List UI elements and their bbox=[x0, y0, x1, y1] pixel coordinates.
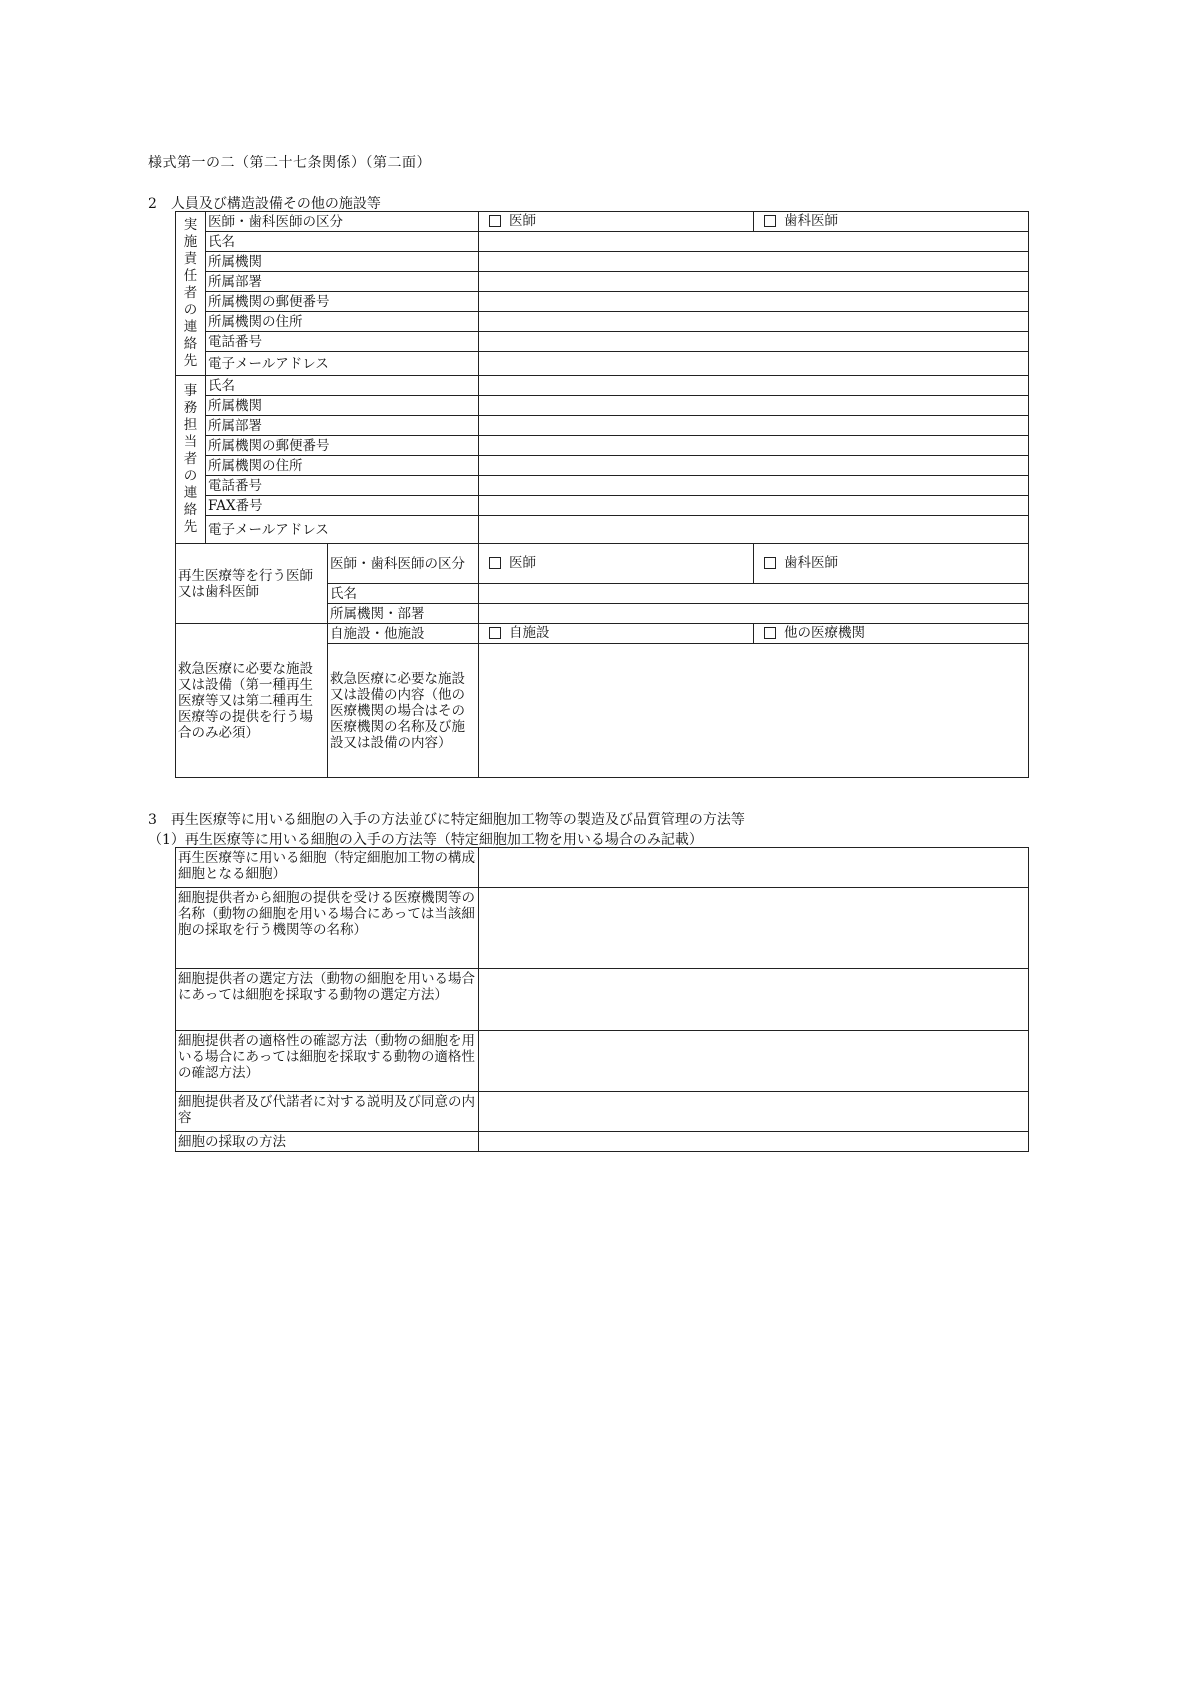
implementer-group-label: 実施責任者の連絡先 bbox=[176, 212, 206, 376]
input-cell[interactable] bbox=[479, 312, 1029, 332]
field-label: 氏名 bbox=[328, 584, 479, 604]
input-cell[interactable] bbox=[479, 332, 1029, 352]
implementer-dentist-option[interactable]: 歯科医師 bbox=[754, 212, 1029, 232]
input-cell[interactable] bbox=[479, 476, 1029, 496]
implementer-type-label: 医師・歯科医師の区分 bbox=[206, 212, 479, 232]
field-label: FAX番号 bbox=[206, 496, 479, 516]
input-cell[interactable] bbox=[479, 888, 1029, 969]
input-cell[interactable] bbox=[479, 456, 1029, 476]
input-cell[interactable] bbox=[479, 969, 1029, 1031]
emergency-other-option[interactable]: 他の医療機関 bbox=[754, 624, 1029, 644]
input-cell[interactable] bbox=[479, 496, 1029, 516]
implementer-physician-option[interactable]: 医師 bbox=[479, 212, 754, 232]
input-cell[interactable] bbox=[479, 252, 1029, 272]
checkbox-icon[interactable] bbox=[764, 557, 776, 569]
field-label: 電話番号 bbox=[206, 476, 479, 496]
section-2-title: 2 人員及び構造設備その他の施設等 bbox=[148, 196, 381, 212]
field-label: 所属機関の郵便番号 bbox=[206, 436, 479, 456]
input-cell[interactable] bbox=[479, 416, 1029, 436]
doctor-type-label: 医師・歯科医師の区分 bbox=[328, 544, 479, 584]
section-3-subtitle: （1）再生医療等に用いる細胞の入手の方法等（特定細胞加工物を用いる場合のみ記載） bbox=[148, 832, 703, 848]
field-label: 所属機関の住所 bbox=[206, 312, 479, 332]
office-group-label: 事務担当者の連絡先 bbox=[176, 376, 206, 544]
cell-acquisition-table bbox=[175, 847, 1029, 1152]
section-3-title: 3 再生医療等に用いる細胞の入手の方法並びに特定細胞加工物等の製造及び品質管理の方法等 bbox=[148, 812, 745, 828]
emergency-group-label: 救急医療に必要な施設又は設備（第一種再生医療等又は第二種再生医療等の提供を行う場合のみ必須） bbox=[176, 624, 328, 778]
field-label: 電話番号 bbox=[206, 332, 479, 352]
row-label: 再生医療等に用いる細胞（特定細胞加工物の構成細胞となる細胞） bbox=[176, 848, 479, 888]
input-cell[interactable] bbox=[479, 436, 1029, 456]
emergency-facility-label: 自施設・他施設 bbox=[328, 624, 479, 644]
checkbox-icon[interactable] bbox=[489, 215, 501, 227]
input-cell[interactable] bbox=[479, 1132, 1029, 1152]
checkbox-icon[interactable] bbox=[489, 557, 501, 569]
input-cell[interactable] bbox=[479, 848, 1029, 888]
row-label: 細胞提供者から細胞の提供を受ける医療機関等の名称（動物の細胞を用いる場合にあっては当該細胞の採取を行う機関等の名称） bbox=[176, 888, 479, 969]
input-cell[interactable] bbox=[479, 272, 1029, 292]
input-cell[interactable] bbox=[479, 292, 1029, 312]
form-title: 様式第一の二（第二十七条関係）（第二面） bbox=[148, 155, 431, 171]
staff-facilities-table bbox=[175, 211, 1029, 778]
field-label: 所属機関・部署 bbox=[328, 604, 479, 624]
checkbox-icon[interactable] bbox=[764, 627, 776, 639]
input-cell[interactable] bbox=[479, 516, 1029, 544]
checkbox-icon[interactable] bbox=[764, 215, 776, 227]
field-label: 所属機関 bbox=[206, 252, 479, 272]
field-label: 所属機関の住所 bbox=[206, 456, 479, 476]
field-label: 電子メールアドレス bbox=[206, 516, 479, 544]
input-cell[interactable] bbox=[479, 1092, 1029, 1132]
input-cell[interactable] bbox=[479, 396, 1029, 416]
input-cell[interactable] bbox=[479, 644, 1029, 778]
input-cell[interactable] bbox=[479, 232, 1029, 252]
emergency-content-label: 救急医療に必要な施設又は設備の内容（他の医療機関の場合はその医療機関の名称及び施設又は設備の内容） bbox=[328, 644, 479, 778]
field-label: 所属部署 bbox=[206, 272, 479, 292]
input-cell[interactable] bbox=[479, 1031, 1029, 1092]
field-label: 氏名 bbox=[206, 232, 479, 252]
checkbox-icon[interactable] bbox=[489, 627, 501, 639]
field-label: 所属部署 bbox=[206, 416, 479, 436]
input-cell[interactable] bbox=[479, 604, 1029, 624]
row-label: 細胞提供者及び代諾者に対する説明及び同意の内容 bbox=[176, 1092, 479, 1132]
input-cell[interactable] bbox=[479, 584, 1029, 604]
field-label: 氏名 bbox=[206, 376, 479, 396]
doctor-group-label: 再生医療等を行う医師又は歯科医師 bbox=[176, 544, 328, 624]
doctor-dentist-option[interactable]: 歯科医師 bbox=[754, 544, 1029, 584]
input-cell[interactable] bbox=[479, 376, 1029, 396]
field-label: 所属機関 bbox=[206, 396, 479, 416]
field-label: 所属機関の郵便番号 bbox=[206, 292, 479, 312]
input-cell[interactable] bbox=[479, 352, 1029, 376]
emergency-own-option[interactable]: 自施設 bbox=[479, 624, 754, 644]
row-label: 細胞提供者の選定方法（動物の細胞を用いる場合にあっては細胞を採取する動物の選定方法） bbox=[176, 969, 479, 1031]
row-label: 細胞提供者の適格性の確認方法（動物の細胞を用いる場合にあっては細胞を採取する動物の適格性の確認方法） bbox=[176, 1031, 479, 1092]
field-label: 電子メールアドレス bbox=[206, 352, 479, 376]
row-label: 細胞の採取の方法 bbox=[176, 1132, 479, 1152]
doctor-physician-option[interactable]: 医師 bbox=[479, 544, 754, 584]
